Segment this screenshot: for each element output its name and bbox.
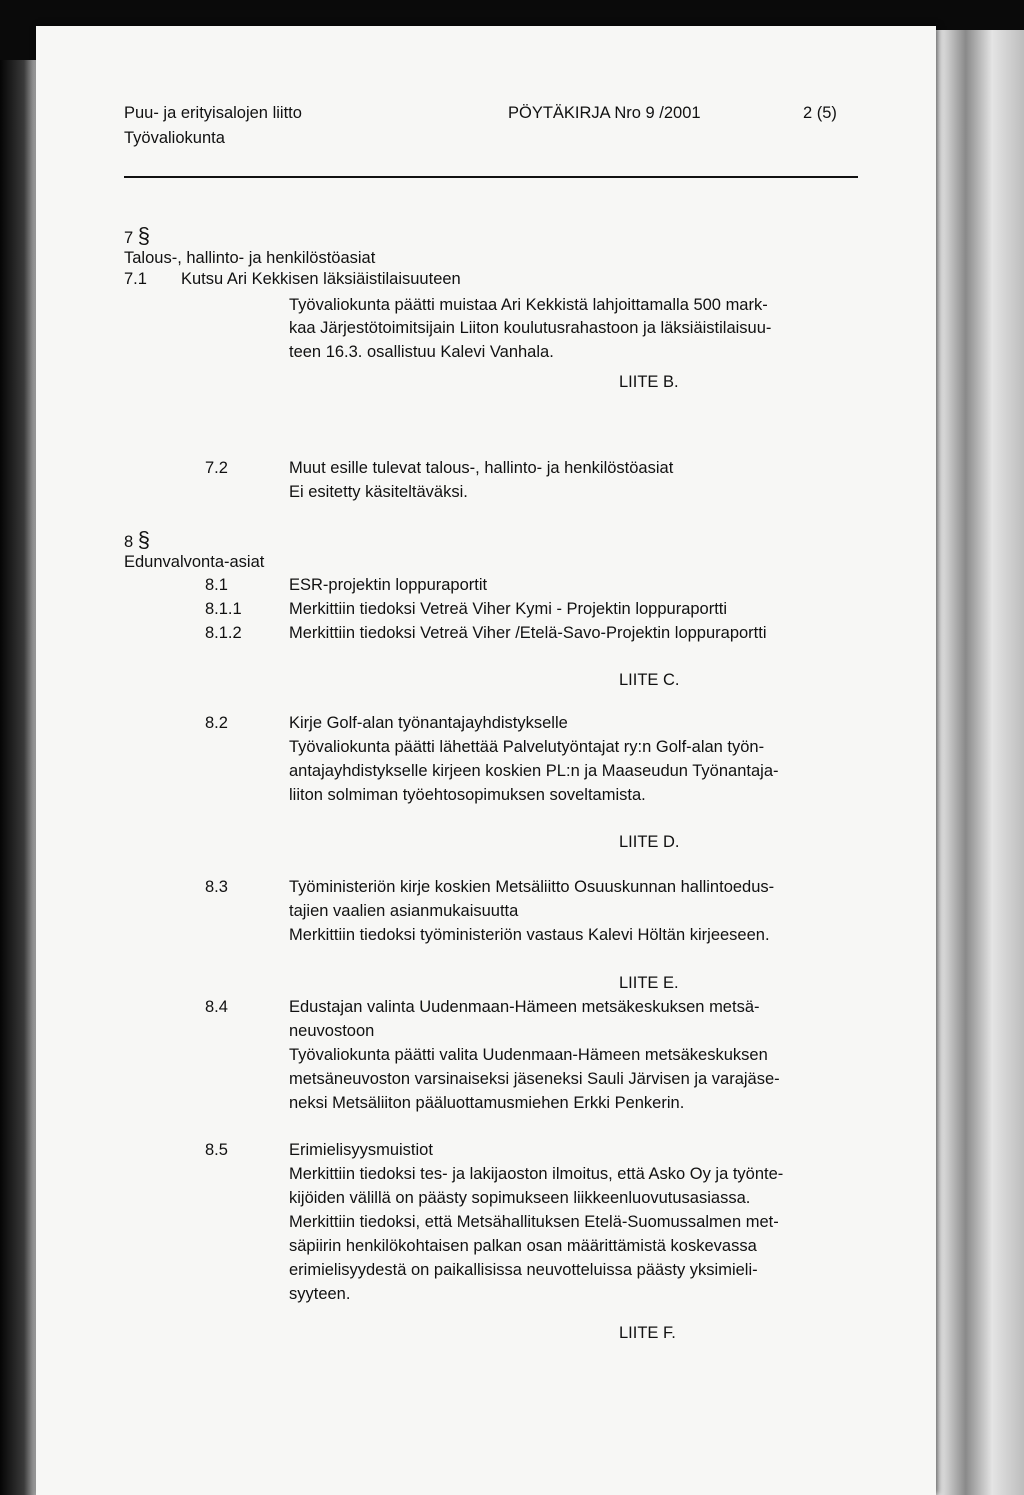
item-8-3-number: 8.3 [205,878,228,896]
attachment-ref: LIITE F. [619,1324,676,1342]
item-8-5-line: erimielisyydestä on paikallisissa neuvotteluissa päästy yksimieli- [289,1261,758,1279]
attachment-ref: LIITE E. [619,974,679,992]
item-8-5-number: 8.5 [205,1141,228,1159]
item-8-4-title: Edustajan valinta Uudenmaan-Hämeen metsäkeskuksen metsä- [289,998,760,1016]
department-name: Työvaliokunta [124,129,225,147]
item-7-1-line: Työvaliokunta päätti muistaa Ari Kekkistä lahjoittamalla 500 mark- [289,296,768,314]
item-8-1-2-number: 8.1.2 [205,624,242,642]
item-8-5-title: Erimielisyysmuistiot [289,1141,433,1159]
item-8-3-line: Merkittiin tiedoksi työministeriön vastaus Kalevi Höltän kirjeeseen. [289,926,770,944]
section-number: 8 [124,533,134,551]
item-8-2-line: liiton solmiman työehtosopimuksen soveltamista. [289,786,646,804]
header-rule [124,176,858,178]
item-8-4-number: 8.4 [205,998,228,1016]
item-8-1-2-text: Merkittiin tiedoksi Vetreä Viher /Etelä-Savo-Projektin loppuraportti [289,624,767,642]
page-number: 2 (5) [803,104,837,122]
item-8-3-title: tajien vaalien asianmukaisuutta [289,902,519,920]
attachment-ref: LIITE C. [619,671,680,689]
item-8-2-number: 8.2 [205,714,228,732]
section-8-heading [124,529,150,553]
item-8-5-line: syyteen. [289,1285,351,1303]
document-title: PÖYTÄKIRJA Nro 9 /2001 [508,104,701,122]
section-7-title: Talous-, hallinto- ja henkilöstöasiat [124,249,376,267]
section-sign: § [137,527,151,552]
item-8-5-line: Merkittiin tiedoksi tes- ja lakijaoston ilmoitus, että Asko Oy ja työnte- [289,1165,784,1183]
item-8-1-number: 8.1 [205,576,228,594]
item-8-5-line: säpiirin henkilökohtaisen palkan osan määrittämistä koskevassa [289,1237,757,1255]
scan-shadow-left [0,60,40,1495]
item-8-1-title: ESR-projektin loppuraportit [289,576,488,594]
item-8-5-line: Merkittiin tiedoksi, että Metsähallituksen Etelä-Suomussalmen met- [289,1213,779,1231]
item-8-1-1-number: 8.1.1 [205,600,242,618]
item-8-4-line: neksi Metsäliiton pääluottamusmiehen Erkki Penkerin. [289,1094,685,1112]
item-8-5-line: kijöiden välillä on päästy sopimukseen liikkeenluovutusasiassa. [289,1189,751,1207]
item-7-2-title: Muut esille tulevat talous-, hallinto- ja henkilöstöasiat [289,459,674,477]
section-8-title: Edunvalvonta-asiat [124,553,265,571]
item-7-2-number: 7.2 [205,459,228,477]
attachment-ref: LIITE D. [619,833,680,851]
item-8-2-title: Kirje Golf-alan työnantajayhdistykselle [289,714,568,732]
item-8-4-line: metsäneuvoston varsinaiseksi jäseneksi Sauli Järvisen ja varajäse- [289,1070,780,1088]
item-7-1-line: teen 16.3. osallistuu Kalevi Vanhala. [289,343,554,361]
item-7-1-line: kaa Järjestötoimitsijain Liiton koulutusrahastoon ja läksiäistilaisuu- [289,319,772,337]
org-name: Puu- ja erityisalojen liitto [124,104,302,122]
section-7-heading [124,225,150,249]
item-8-3-title: Työministeriön kirje koskien Metsäliitto Osuuskunnan hallintoedus- [289,878,775,896]
item-7-1-title: Kutsu Ari Kekkisen läksiäistilaisuuteen [181,270,461,288]
item-7-2-line: Ei esitetty käsiteltäväksi. [289,483,468,501]
item-7-1-number: 7.1 [124,270,147,288]
item-8-1-1-text: Merkittiin tiedoksi Vetreä Viher Kymi - Projektin loppuraportti [289,600,728,618]
item-8-2-line: Työvaliokunta päätti lähettää Palvelutyöntajat ry:n Golf-alan työn- [289,738,765,756]
attachment-ref: LIITE B. [619,373,679,391]
section-number: 7 [124,229,134,247]
item-8-2-line: antajayhdistykselle kirjeen koskien PL:n ja Maaseudun Työnantaja- [289,762,779,780]
item-8-4-line: Työvaliokunta päätti valita Uudenmaan-Hämeen metsäkeskuksen [289,1046,768,1064]
section-sign: § [137,223,151,248]
item-8-4-title: neuvostoon [289,1022,375,1040]
